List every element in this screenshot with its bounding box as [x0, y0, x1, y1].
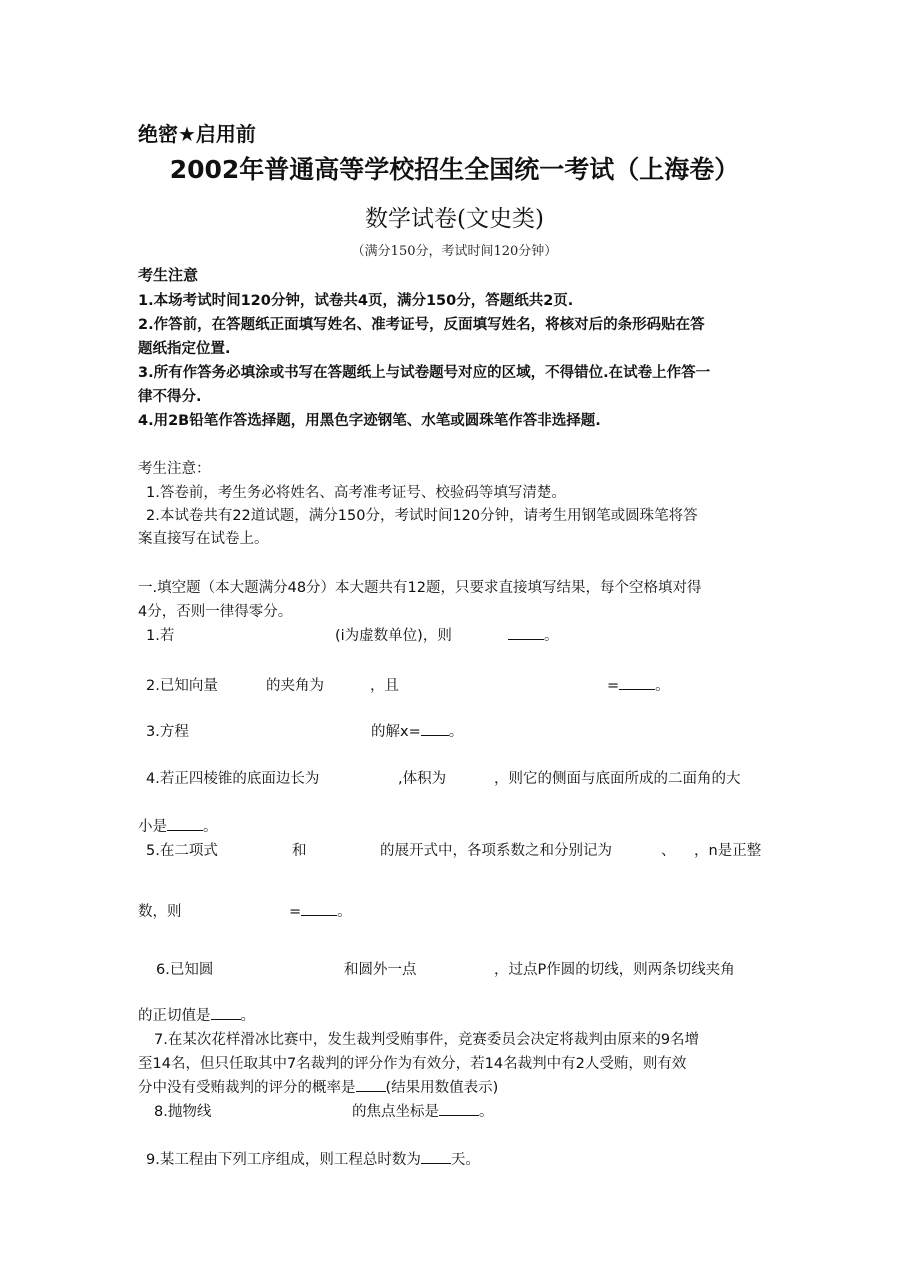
q7-line1: 7.在某次花样滑冰比赛中，发生裁判受贿事件，竞赛委员会决定将裁判由原来的9名增 — [154, 1032, 700, 1048]
q1-text: (i为虚数单位)，则 — [335, 628, 452, 644]
q5-text-coeff: 的展开式中，各项系数之和分别记为 — [380, 843, 612, 859]
q4-text-volume: ,体积为 — [398, 771, 447, 787]
notice1-line2a: 2.作答前，在答题纸正面填写姓名、准考证号，反面填写姓名，将核对后的条形码贴在答 — [138, 317, 705, 333]
q3-label: 3.方程 — [146, 724, 189, 740]
q2-answer: = 。 — [607, 678, 670, 694]
section1-line1: 一.填空题（本大题满分48分）本大题共有12题，只要求直接填写结果，每个空格填对得 — [138, 580, 702, 596]
q7-line3: 分中没有受贿裁判的评分的概率是 (结果用数值表示) — [138, 1080, 499, 1096]
q6-text-rest: ，过点P作圆的切线，则两条切线夹角 — [494, 962, 735, 978]
exam-title: 2002年普通高等学校招生全国统一考试（上海卷） — [169, 155, 740, 184]
notice2-line1: 1.答卷前，考生务必将姓名、高考准考证号、校验码等填写清楚。 — [146, 485, 566, 501]
notice2-line2b: 案直接写在试卷上。 — [138, 531, 269, 547]
q6-answer: 的正切值是 。 — [138, 1008, 255, 1024]
q5-text-and: 和 — [292, 843, 307, 859]
q2-text-and: ，且 — [370, 678, 399, 694]
q8-label: 8.抛物线 — [154, 1104, 212, 1120]
q4-text-rest: ，则它的侧面与底面所成的二面角的大 — [494, 771, 741, 787]
q2-blank — [619, 677, 655, 690]
q4-blank — [167, 818, 203, 831]
q5-blank — [301, 903, 337, 916]
q8-answer: 的焦点坐标是 。 — [352, 1104, 494, 1120]
q1-label: 1.若 — [146, 628, 175, 644]
notice2-line2a: 2.本试卷共有22道试题，满分150分，考试时间120分钟，请考生用钢笔或圆珠笔将答 — [146, 508, 698, 524]
q5-label: 5.在二项式 — [146, 843, 218, 859]
q6-label: 6.已知圆 — [156, 962, 214, 978]
q4-label: 4.若正四棱锥的底面边长为 — [146, 771, 320, 787]
q2-text-angle: 的夹角为 — [266, 678, 324, 694]
q3-blank — [421, 723, 449, 736]
q5-answer: = 。 — [289, 904, 352, 920]
q3-answer: 的解x= 。 — [371, 724, 464, 740]
q5-text-sep: 、 — [661, 843, 676, 859]
q9-text: 9.某工程由下列工序组成，则工程总时数为 天。 — [146, 1152, 480, 1168]
q6-blank — [211, 1007, 241, 1020]
q4-answer: 小是 。 — [138, 819, 218, 835]
secret-mark: 绝密★启用前 — [138, 122, 256, 146]
exam-subtitle: 数学试卷(文史类) — [365, 206, 544, 232]
notice1-line3a: 3.所有作答务必填涂或书写在答题纸上与试卷题号对应的区域，不得错位.在试卷上作答一 — [138, 365, 711, 381]
q5-text-then: 数，则 — [138, 904, 182, 920]
section1-line2: 4分，否则一律得零分。 — [138, 604, 293, 620]
q7-blank — [356, 1079, 386, 1092]
notice1-line1: 1.本场考试时间120分钟，试卷共4页，满分150分，答题纸共2页. — [138, 293, 574, 309]
q5-text-n: ，n是正整 — [694, 843, 762, 859]
notice1-heading: 考生注意 — [138, 266, 199, 284]
q1-answer: 。 — [508, 624, 559, 645]
notice1-line3b: 律不得分. — [138, 389, 202, 405]
score-note: （满分150分，考试时间120分钟） — [351, 244, 558, 259]
notice1-line2b: 题纸指定位置. — [138, 341, 231, 357]
q1-blank — [508, 627, 544, 640]
q6-text-point: 和圆外一点 — [344, 962, 417, 978]
q7-line2: 至14名，但只任取其中7名裁判的评分作为有效分，若14名裁判中有2人受贿，则有效 — [138, 1056, 687, 1072]
notice2-heading: 考生注意： — [138, 461, 211, 477]
q9-blank — [421, 1151, 451, 1164]
notice1-line4: 4.用2B铅笔作答选择题，用黑色字迹钢笔、水笔或圆珠笔作答非选择题. — [138, 413, 601, 429]
q2-label: 2.已知向量 — [146, 678, 218, 694]
q8-blank — [439, 1103, 479, 1116]
